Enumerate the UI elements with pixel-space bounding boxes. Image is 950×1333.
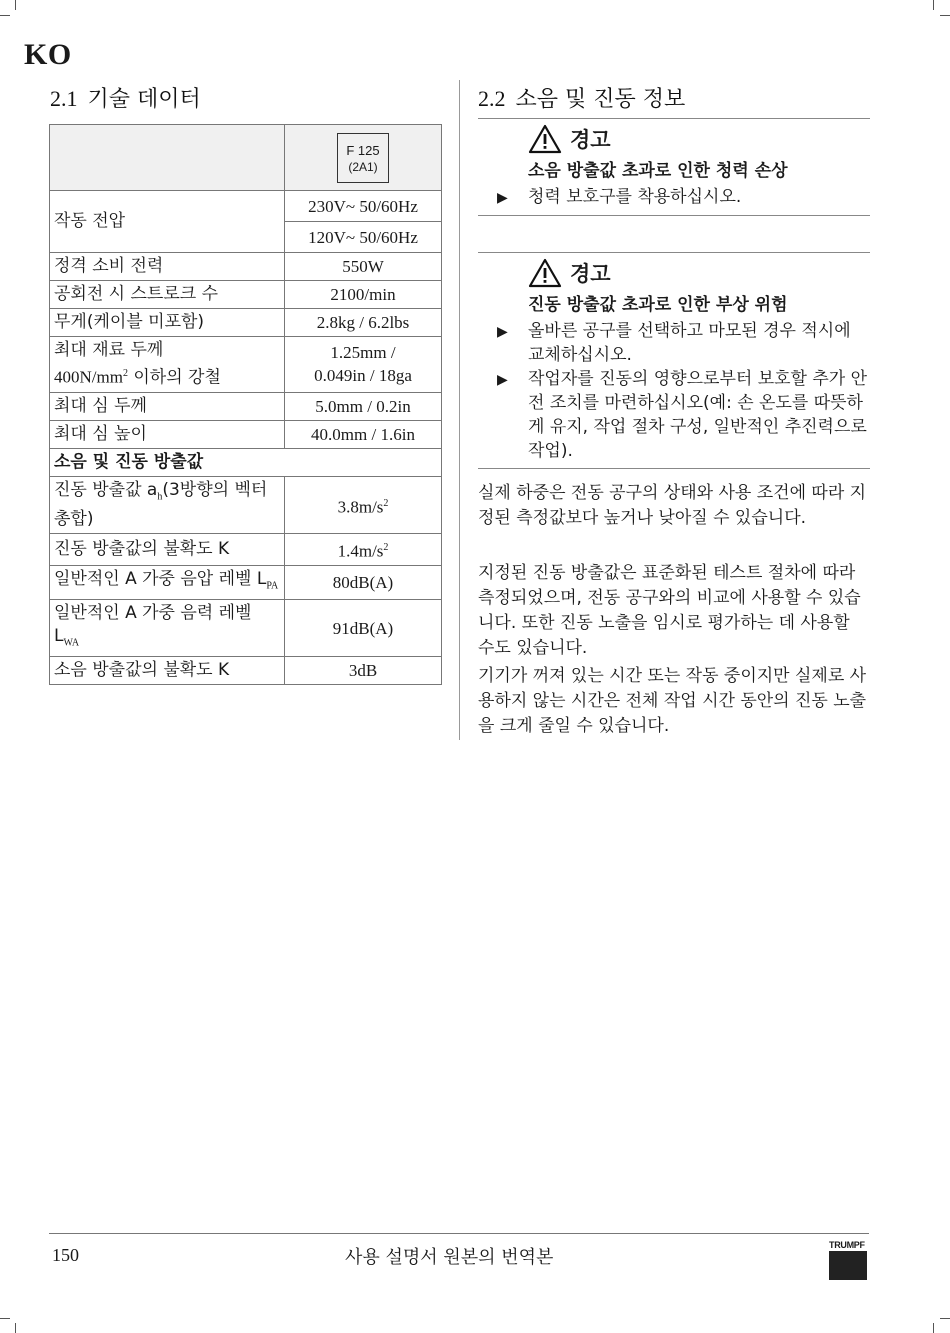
table-row	[50, 309, 442, 337]
material-thickness-mm: 1.25mm /	[330, 343, 396, 363]
table-row	[50, 534, 442, 566]
table-row	[50, 281, 442, 309]
material-thickness-line2	[54, 362, 280, 390]
warning-triangle-icon	[528, 258, 562, 288]
warning-subtitle: 진동 방출값 초과로 인한 부상 위험	[528, 295, 788, 315]
voltage-label: 작동 전압	[50, 191, 285, 253]
warning-heading	[528, 124, 611, 154]
subscript: WA	[63, 637, 80, 649]
table-row	[50, 476, 442, 533]
crop-mark	[933, 0, 934, 10]
warning-title: 경고	[570, 128, 611, 152]
crop-mark	[0, 1318, 10, 1319]
divider	[478, 252, 870, 253]
crop-mark	[0, 15, 10, 16]
core-height-value: 40.0mm / 1.6in	[285, 420, 442, 448]
model-cell	[285, 125, 442, 191]
vibration-uncertainty-number: 1.4m/s	[337, 541, 384, 561]
table-row	[50, 657, 442, 685]
warning-triangle-icon	[528, 124, 562, 154]
brand-logo-icon	[829, 1251, 867, 1280]
table-header-empty	[50, 125, 285, 191]
vibration-label-suffix: (3방향의 벡터 총합)	[54, 479, 268, 530]
table-row	[50, 337, 442, 393]
bullet-arrow-icon: ▶	[497, 372, 508, 388]
divider	[478, 468, 870, 469]
paragraph: 지정된 진동 방출값은 표준화된 테스트 절차에 따라 측정되었으며, 전동 공구와의 비교에 사용할 수 있습니다. 또한 진동 노출을 임시로 평가하는 데 사용할 수도 있습니다.	[478, 563, 861, 658]
material-thickness-value	[285, 337, 442, 393]
material-thickness-line1: 최대 재료 두께	[54, 340, 164, 360]
material-thickness-in: 0.049in / 18ga	[314, 366, 412, 386]
table-row	[50, 253, 442, 281]
vibration-label-text: 진동 방출값 a	[54, 479, 158, 500]
subscript: h	[157, 491, 163, 503]
crop-mark	[940, 1318, 950, 1319]
section-number: 2.2	[478, 86, 506, 111]
stroke-label: 공회전 시 스트로크 수	[50, 281, 285, 309]
model-box	[337, 133, 389, 183]
language-code: KO	[24, 38, 72, 71]
section-title-text: 기술 데이터	[87, 87, 201, 112]
superscript: 2	[383, 497, 389, 509]
warning-item: 청력 보호구를 착용하십시오.	[528, 187, 742, 207]
sound-pressure-label	[50, 565, 285, 599]
superscript: 2	[383, 542, 389, 554]
sound-power-value: 91dB(A)	[285, 600, 442, 657]
sound-pressure-text: 일반적인 A 가중 음압 레벨 L	[54, 568, 267, 589]
warning-heading	[528, 258, 611, 288]
model-code: (2A1)	[348, 159, 378, 174]
footer-divider	[49, 1233, 869, 1234]
sound-power-text: 일반적인 A 가중 음력 레벨 L	[54, 603, 252, 647]
noise-uncertainty-label: 소음 방출값의 불확도 K	[50, 657, 285, 685]
noise-vibration-header: 소음 및 진동 방출값	[50, 448, 442, 476]
power-value: 550W	[285, 253, 442, 281]
crop-mark	[933, 1323, 934, 1333]
crop-mark	[15, 0, 16, 10]
table-header-row	[50, 125, 442, 191]
footer-title: 사용 설명서 원본의 번역본	[345, 1247, 554, 1268]
superscript: 2	[122, 368, 128, 379]
sound-pressure-value: 80dB(A)	[285, 565, 442, 599]
table-row	[50, 600, 442, 657]
table-row	[50, 392, 442, 420]
warning-item: 작업자를 진동의 영향으로부터 보호할 추가 안전 조치를 마련하십시오(예: 손 온도를 따뜻하게 유지, 작업 절차 구성, 일반적인 추진력으로 작업).	[528, 369, 868, 461]
subscript: PA	[266, 580, 279, 592]
warning-title: 경고	[570, 262, 611, 286]
vibration-number: 3.8m/s	[337, 497, 384, 517]
voltage-value-230: 230V~ 50/60Hz	[285, 191, 442, 222]
crop-mark	[15, 1323, 16, 1333]
sound-power-label	[50, 600, 285, 657]
power-label: 정격 소비 전력	[50, 253, 285, 281]
steel-strength: 400N/mm	[54, 367, 123, 387]
steel-label: 이하의 강철	[127, 367, 221, 388]
section-title-noise-info	[478, 82, 685, 113]
section-title-text: 소음 및 진동 정보	[515, 87, 686, 112]
weight-value: 2.8kg / 6.2lbs	[285, 309, 442, 337]
vibration-value	[285, 476, 442, 533]
vibration-uncertainty-label: 진동 방출값의 불확도 K	[50, 534, 285, 566]
weight-label: 무게(케이블 미포함)	[50, 309, 285, 337]
noise-uncertainty-value: 3dB	[285, 657, 442, 685]
table-row	[50, 191, 442, 222]
vibration-label	[50, 476, 285, 533]
bullet-arrow-icon: ▶	[497, 190, 508, 206]
column-divider	[459, 80, 460, 740]
section-number: 2.1	[50, 86, 78, 111]
table-row	[50, 420, 442, 448]
stroke-value: 2100/min	[285, 281, 442, 309]
brand-logo-text: TRUMPF	[829, 1240, 865, 1250]
warning-subtitle: 소음 방출값 초과로 인한 청력 손상	[528, 161, 788, 181]
table-row	[50, 448, 442, 476]
material-thickness-label	[50, 337, 285, 393]
vibration-uncertainty-value	[285, 534, 442, 566]
bullet-arrow-icon: ▶	[497, 324, 508, 340]
paragraph: 실제 하중은 전동 공구의 상태와 사용 조건에 따라 지정된 측정값보다 높거나 낮아질 수 있습니다.	[478, 483, 867, 528]
core-thickness-value: 5.0mm / 0.2in	[285, 392, 442, 420]
core-thickness-label: 최대 심 두께	[50, 392, 285, 420]
page-number: 150	[52, 1245, 79, 1265]
crop-mark	[940, 15, 950, 16]
paragraph: 기기가 꺼져 있는 시간 또는 작동 중이지만 실제로 사용하지 않는 시간은 전체 작업 시간 동안의 진동 노출을 크게 줄일 수 있습니다.	[478, 666, 867, 736]
voltage-value-120: 120V~ 50/60Hz	[285, 222, 442, 253]
model-name: F 125	[346, 142, 380, 158]
table-row	[50, 565, 442, 599]
divider	[478, 118, 870, 119]
technical-data-table	[49, 124, 442, 685]
warning-item: 올바른 공구를 선택하고 마모된 경우 적시에 교체하십시오.	[528, 321, 851, 365]
divider	[478, 215, 870, 216]
core-height-label: 최대 심 높이	[50, 420, 285, 448]
section-title-technical-data	[50, 82, 201, 113]
